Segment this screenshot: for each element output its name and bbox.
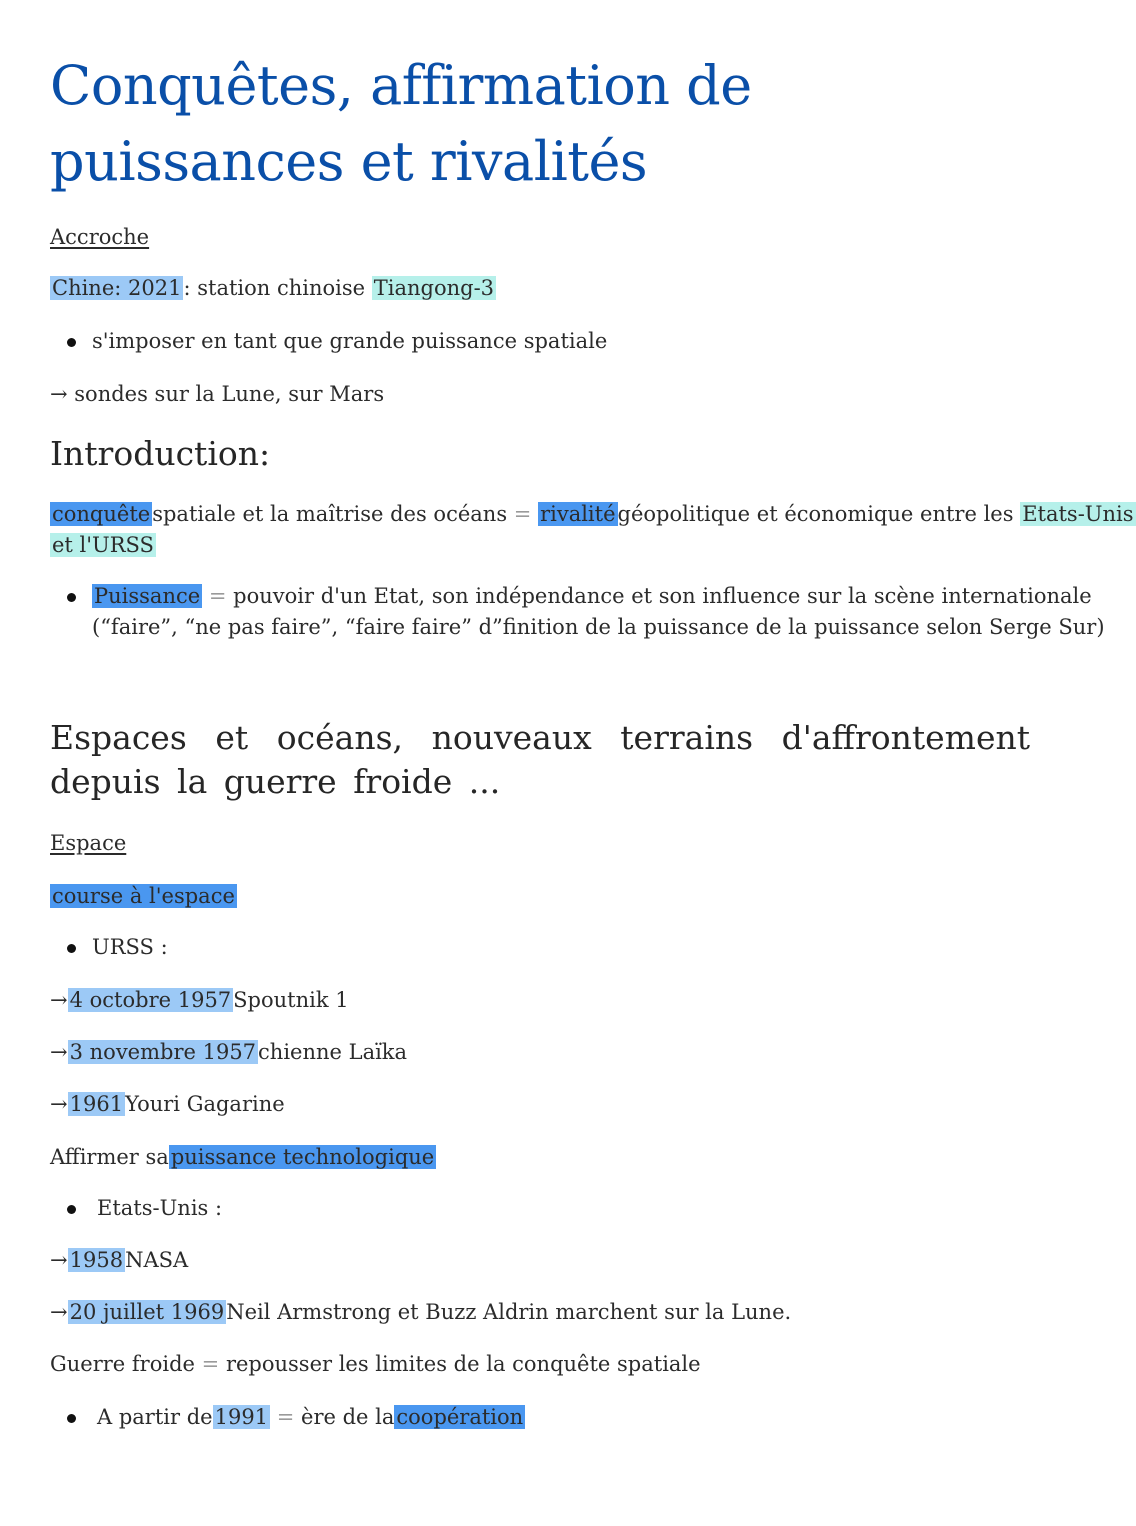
espace-heading: Espace xyxy=(50,831,127,855)
event-text: Neil Armstrong et Buzz Aldrin marchent sur la Lune. xyxy=(226,1300,792,1324)
accroche-chine-line xyxy=(50,273,496,303)
arrow-icon: → xyxy=(50,1248,68,1272)
equals-sign: = xyxy=(513,502,532,526)
event-usa-2 xyxy=(50,1297,791,1327)
station-text: station chinoise xyxy=(197,276,366,300)
equals-sign: = xyxy=(201,1352,220,1376)
event-urss-3 xyxy=(50,1089,285,1119)
section-heading: Espaces et océans, nouveaux terrains d'affrontement depuis la guerre froide ... xyxy=(50,718,1030,801)
rivalite-highlight: rivalité xyxy=(540,502,616,526)
event-urss-1 xyxy=(50,985,349,1015)
intro-text-2: géopolitique et économique entre les xyxy=(617,502,1014,526)
bullet-icon xyxy=(67,944,76,953)
course-highlight: course à l'espace xyxy=(52,884,235,908)
bullet-icon xyxy=(67,338,76,347)
event-date: 4 octobre 1957 xyxy=(69,988,232,1012)
conquete-highlight: conquête xyxy=(52,502,151,526)
event-date: 1961 xyxy=(69,1092,124,1116)
introduction-paragraph-2 xyxy=(50,530,156,560)
puissance-highlight: Puissance xyxy=(94,584,201,608)
event-urss-2 xyxy=(50,1037,407,1067)
usa-label: Etats-Unis : xyxy=(97,1196,223,1220)
event-text: Youri Gagarine xyxy=(125,1092,285,1116)
bullet-icon xyxy=(67,593,76,602)
puissance-tech-highlight: puissance technologique xyxy=(170,1145,435,1169)
accroche-heading: Accroche xyxy=(50,225,150,249)
event-date: 20 juillet 1969 xyxy=(69,1300,225,1324)
colon: : xyxy=(183,276,191,300)
guerre-def-text: repousser les limites de la conquête spatiale xyxy=(225,1352,701,1376)
introduction-heading: Introduction: xyxy=(50,434,271,473)
urss-highlight: et l'URSS xyxy=(52,533,154,557)
equals-sign: = xyxy=(208,584,227,608)
event-usa-1 xyxy=(50,1245,188,1275)
arrow-icon: → xyxy=(50,988,68,1012)
ere-text: ère de la xyxy=(301,1405,395,1429)
arrow-icon: → xyxy=(50,1040,68,1064)
etats-unis-highlight: Etats-Unis xyxy=(1022,502,1134,526)
year-1991-highlight: 1991 xyxy=(214,1405,269,1429)
cooperation-line xyxy=(97,1402,525,1432)
chine-date-highlight: Chine: 2021 xyxy=(52,276,182,300)
arrow-icon: → xyxy=(50,1300,68,1324)
event-text: NASA xyxy=(125,1248,189,1272)
guerre-froide-line xyxy=(50,1349,701,1379)
event-date: 3 novembre 1957 xyxy=(69,1040,257,1064)
affirmer-text: Affirmer sa xyxy=(50,1145,169,1169)
equals-sign: = xyxy=(276,1405,295,1429)
event-date: 1958 xyxy=(69,1248,124,1272)
puissance-definition xyxy=(92,581,1092,611)
apartir-text: A partir de xyxy=(97,1405,213,1429)
bullet-icon xyxy=(67,1205,76,1214)
accroche-arrow-line: → sondes sur la Lune, sur Mars xyxy=(50,382,385,406)
introduction-paragraph xyxy=(50,499,1136,529)
course-line xyxy=(50,881,237,911)
accroche-bullet: s'imposer en tant que grande puissance spatiale xyxy=(92,329,608,353)
event-text: chienne Laïka xyxy=(258,1040,408,1064)
puissance-definition-2: (“faire”, “ne pas faire”, “faire faire” d”finition de la puissance de la puissance selon Serge Sur) xyxy=(92,615,1105,639)
event-text: Spoutnik 1 xyxy=(233,988,349,1012)
station-name-highlight: Tiangong-3 xyxy=(373,276,495,300)
cooperation-highlight: coopération xyxy=(396,1405,524,1429)
puissance-def-text: pouvoir d'un Etat, son indépendance et son influence sur la scène internationale xyxy=(233,584,1092,608)
urss-label: URSS : xyxy=(92,935,168,959)
arrow-icon: → xyxy=(50,1092,68,1116)
affirmer-line xyxy=(50,1142,436,1172)
guerre-froide-text: Guerre froide xyxy=(50,1352,195,1376)
intro-text: spatiale et la maîtrise des océans xyxy=(152,502,508,526)
page-title: Conquêtes, affirmation de puissances et rivalités xyxy=(50,54,752,193)
bullet-icon xyxy=(67,1414,76,1423)
